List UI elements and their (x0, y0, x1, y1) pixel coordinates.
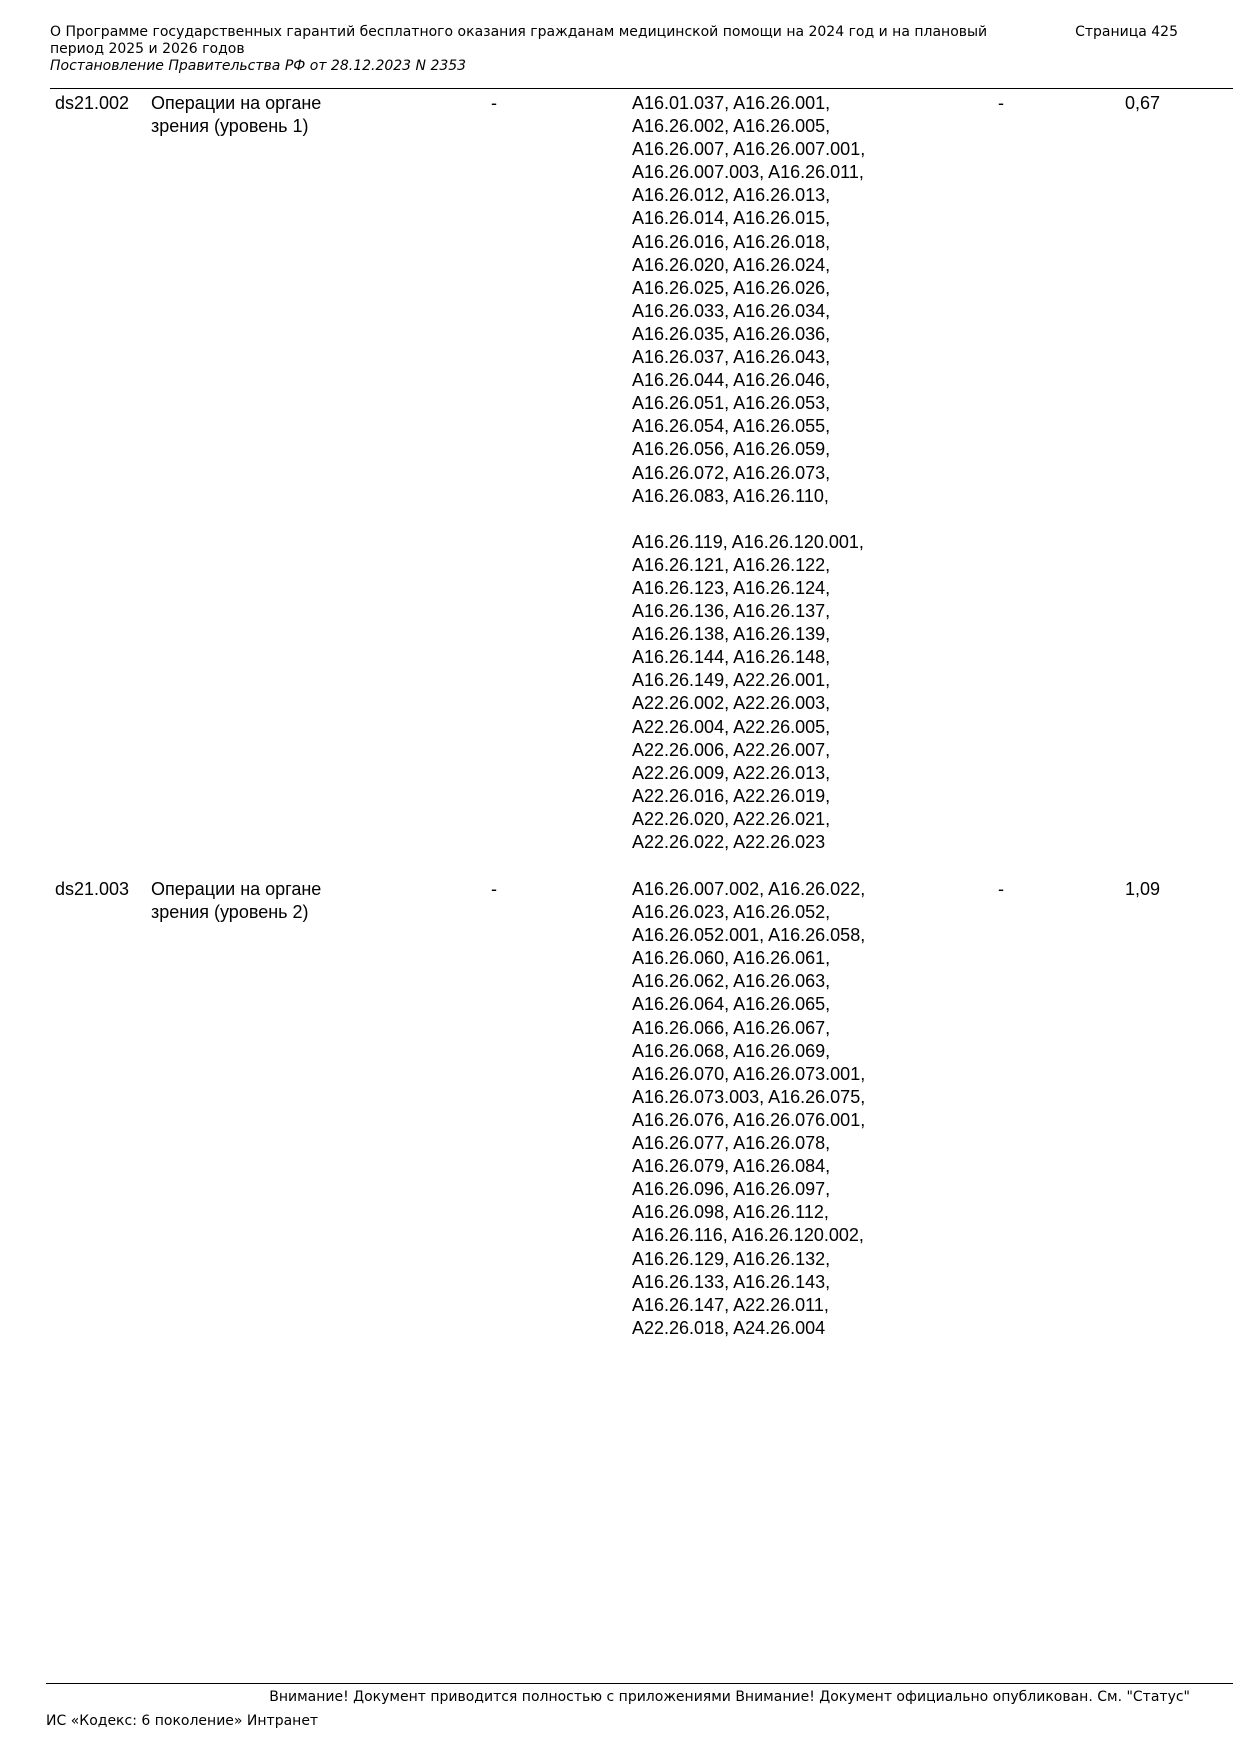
service-code-line: A22.26.009, A22.26.013, (632, 762, 831, 783)
service-code-line: A22.26.002, A22.26.003, (632, 693, 831, 714)
row-dash-2: - (998, 879, 1004, 899)
service-code-line: A16.26.096, A16.26.097, (632, 1179, 831, 1200)
service-code-line: A16.26.077, A16.26.078, (632, 1133, 831, 1154)
row-code: ds21.003 (55, 879, 130, 899)
service-code-line: A16.26.066, A16.26.067, (632, 1017, 831, 1038)
service-code-line: A16.01.037, A16.26.001, (632, 93, 831, 113)
service-code-line: A16.26.035, A16.26.036, (632, 323, 831, 344)
header-divider (50, 88, 1233, 89)
service-code-line: A16.26.079, A16.26.084, (632, 1156, 831, 1177)
service-code-line: A16.26.064, A16.26.065, (632, 994, 831, 1015)
service-code-line: A16.26.068, A16.26.069, (632, 1040, 831, 1061)
service-code-line: A16.26.044, A16.26.046, (632, 370, 831, 391)
document-subtitle: Постановление Правительства РФ от 28.12.2023 N 2353 (50, 58, 467, 74)
service-code-line: A16.26.052.001, A16.26.058, (632, 925, 866, 946)
row-code: ds21.002 (55, 93, 130, 113)
service-codes-list (632, 878, 902, 1340)
row-dash-1: - (491, 879, 497, 899)
service-code-line: A22.26.018, A24.26.004 (632, 1317, 826, 1338)
list-gap (632, 508, 902, 531)
service-code-line: A22.26.016, A22.26.019, (632, 785, 831, 806)
footer-notice: Внимание! Документ приводится полностью с приложениями Внимание! Документ официально опубликован. См. "Статус" (269, 1689, 1190, 1705)
service-code-line: A16.26.121, A16.26.122, (632, 554, 831, 575)
service-code-line: A16.26.014, A16.26.015, (632, 208, 831, 229)
service-code-line: A16.26.016, A16.26.018, (632, 231, 831, 252)
service-code-line: A22.26.022, A22.26.023 (632, 832, 826, 852)
service-code-line: A16.26.056, A16.26.059, (632, 439, 831, 460)
service-code-line: A16.26.023, A16.26.052, (632, 902, 831, 923)
service-code-line: A22.26.004, A22.26.005, (632, 716, 831, 737)
row-dash-1: - (491, 93, 497, 113)
service-code-line: A22.26.020, A22.26.021, (632, 808, 831, 829)
service-code-line: A16.26.020, A16.26.024, (632, 254, 831, 275)
row-coefficient: 0,67 (1124, 93, 1160, 113)
service-code-line: A16.26.129, A16.26.132, (632, 1248, 831, 1269)
service-code-line: A16.26.098, A16.26.112, (632, 1202, 829, 1223)
service-code-line: A22.26.006, A22.26.007, (632, 739, 831, 760)
service-code-line: A16.26.025, A16.26.026, (632, 277, 831, 298)
footer-divider (46, 1683, 1233, 1684)
service-code-line: A16.26.073.003, A16.26.075, (632, 1086, 866, 1107)
service-code-line: A16.26.051, A16.26.053, (632, 393, 831, 414)
row-coefficient: 1,09 (1124, 879, 1160, 899)
service-code-line: A16.26.136, A16.26.137, (632, 601, 831, 622)
service-code-line: A16.26.060, A16.26.061, (632, 948, 831, 969)
service-code-line: A16.26.138, A16.26.139, (632, 624, 831, 645)
service-code-line: A16.26.083, A16.26.110, (632, 485, 829, 506)
service-code-line: A16.26.002, A16.26.005, (632, 116, 831, 137)
service-code-line: A16.26.133, A16.26.143, (632, 1271, 831, 1292)
row-dash-2: - (998, 93, 1004, 113)
service-code-line: A16.26.147, A22.26.011, (632, 1294, 829, 1315)
service-code-line: A16.26.144, A16.26.148, (632, 647, 831, 668)
document-title: О Программе государственных гарантий бесплатного оказания гражданам медицинской помощи на 2024 год и на плановый период 2025 и 2026 годов (50, 24, 988, 57)
service-code-line: A16.26.062, A16.26.063, (632, 971, 831, 992)
service-code-line: A16.26.037, A16.26.043, (632, 347, 831, 368)
service-codes-list (632, 92, 902, 854)
service-code-line: A16.26.072, A16.26.073, (632, 462, 831, 483)
service-code-line: A16.26.054, A16.26.055, (632, 416, 831, 437)
service-code-line: A16.26.076, A16.26.076.001, (632, 1109, 866, 1130)
service-code-line: A16.26.116, A16.26.120.002, (632, 1225, 864, 1246)
service-code-line: A16.26.012, A16.26.013, (632, 185, 831, 206)
row-name: Операции на органе зрения (уровень 2) (151, 879, 322, 923)
service-code-line: A16.26.007.003, A16.26.011, (632, 162, 864, 183)
service-code-line: A16.26.007.002, A16.26.022, (632, 879, 866, 899)
service-code-line: A16.26.149, A22.26.001, (632, 670, 831, 691)
service-code-line: A16.26.007, A16.26.007.001, (632, 139, 866, 160)
service-code-line: A16.26.033, A16.26.034, (632, 300, 831, 321)
page-header (50, 24, 1178, 75)
service-code-line: A16.26.119, A16.26.120.001, (632, 531, 864, 552)
row-name: Операции на органе зрения (уровень 1) (151, 93, 322, 137)
footer-system-name: ИС «Кодекс: 6 поколение» Интранет (46, 1713, 319, 1729)
page-number: Страница 425 (1075, 24, 1178, 40)
service-code-line: A16.26.123, A16.26.124, (632, 577, 831, 598)
service-code-line: A16.26.070, A16.26.073.001, (632, 1063, 866, 1084)
